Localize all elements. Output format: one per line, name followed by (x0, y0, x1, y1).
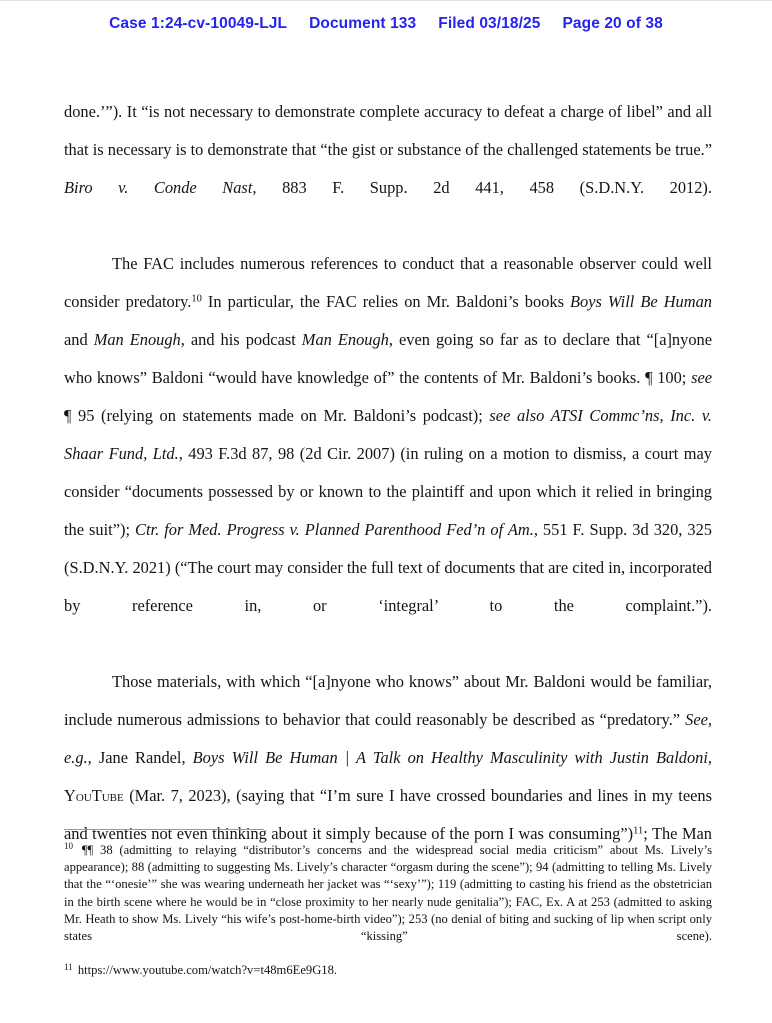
italic-run: Biro v. Conde Nast (64, 178, 253, 197)
footnote-text: https://www.youtube.com/watch?v=t48m6Ee9G18. (74, 963, 338, 978)
text-run: , and his podcast (180, 330, 302, 349)
italic-run: see (691, 368, 712, 387)
footnote-item (64, 842, 712, 962)
italic-run: Ctr. for Med. Progress v. Planned Parenthood Fed’n of Am. (135, 520, 534, 539)
italic-run: Man Enough (301, 330, 389, 349)
footnote-number: 11 (64, 961, 73, 972)
text-run: Those materials, with which “[a]nyone who knows” about Mr. Baldoni would be familiar, include numerous admissions to behavior that could reasonably be described as “predatory.” (64, 672, 712, 729)
footnote-block (64, 842, 712, 980)
ecf-header-stamp (0, 15, 772, 33)
text-run: , 883 F. Supp. 2d 441, 458 (S.D.N.Y. 2012). (252, 178, 712, 197)
italic-run: Boys Will Be Human (570, 292, 712, 311)
text-run: and (64, 330, 94, 349)
text-run: (Mar. 7, 2023), (saying that “I’m sure I have crossed boundaries and lines in my teens and twenties not even thinking about it simply because of the porn I was consuming”) (64, 786, 712, 843)
footnote-number: 10 (64, 841, 74, 852)
text-run: , (707, 748, 712, 767)
text-run: , 493 F.3d 87, 98 (2d Cir. 2007) (in ruling on a motion to dismiss, a court may consider “documents possessed by or known to the plaintiff and upon which it relied in bringing the suit”); (64, 444, 713, 539)
footnote-item (64, 962, 712, 979)
small-caps-run: YouTube (64, 786, 124, 805)
header-page-label: Page 20 of 38 (562, 15, 663, 32)
italic-run: Boys Will Be Human | A Talk on Healthy Masculinity with Justin Baldoni (192, 748, 708, 767)
footnote-reference[interactable]: 11 (633, 825, 644, 837)
footnote-text: ¶¶ 38 (admitting to relaying “distributor’s concerns and the widespread social media criticism” about Ms. Lively’s appearance); 88 (admitting to suggesting Ms. Lively’s character “orgasm during the scene”); 94 (admitting to telling Ms. Lively that the “‘onesie’” she was wearing underneath her jacket was “‘sexy’”); 119 (admitting to casting his friend as the obstetrician in the birth scene where he would be in “close proximity to her nearly nude genitalia”); FAC, Ex. A at 253 (admitted to asking Mr. Heath to show Ms. Lively “his wife’s post-home-birth video”); 253 (no denial of biting and sucking of lip when script only states “kissing” scene). (64, 843, 712, 944)
italic-run: See, e.g. (64, 710, 712, 767)
text-run: In particular, the FAC relies on Mr. Baldoni’s books (201, 292, 571, 311)
footnote-separator (64, 829, 264, 830)
footnote-reference[interactable]: 10 (191, 293, 202, 305)
body-paragraph (64, 93, 712, 245)
text-run: The FAC includes numerous references to conduct that a reasonable observer could well consider predatory. (64, 254, 712, 311)
header-document-number: Document 133 (309, 15, 417, 32)
document-body (64, 93, 712, 891)
italic-run: Man Enough (93, 330, 181, 349)
text-run: , even going so far as to declare that “[a]nyone who knows” Baldoni “would have knowledge of” the contents of Mr. Baldoni’s books. ¶ 100; (64, 330, 712, 387)
italic-run: see also ATSI Commc’ns, Inc. v. Shaar Fund, Ltd. (64, 406, 712, 463)
header-case-number: Case 1:24-cv-10049-LJL (109, 15, 288, 32)
text-run: , 551 F. Supp. 3d 320, 325 (S.D.N.Y. 2021) (“The court may consider the full text of documents that are cited in, incorporated by reference in, or ‘integral’ to the complaint.”). (64, 520, 712, 615)
text-run: ; The Man (643, 824, 712, 843)
text-run: , Jane Randel, (87, 748, 193, 767)
text-run: ¶ 95 (relying on statements made on Mr. Baldoni’s podcast); (64, 406, 490, 425)
text-run: done.’”). It “is not necessary to demonstrate complete accuracy to defeat a charge of libel” and all that is necessary is to demonstrate that “the gist or substance of the challenged statements be true.” (64, 102, 712, 159)
body-paragraph (64, 245, 712, 663)
header-filed-date: Filed 03/18/25 (438, 15, 541, 32)
